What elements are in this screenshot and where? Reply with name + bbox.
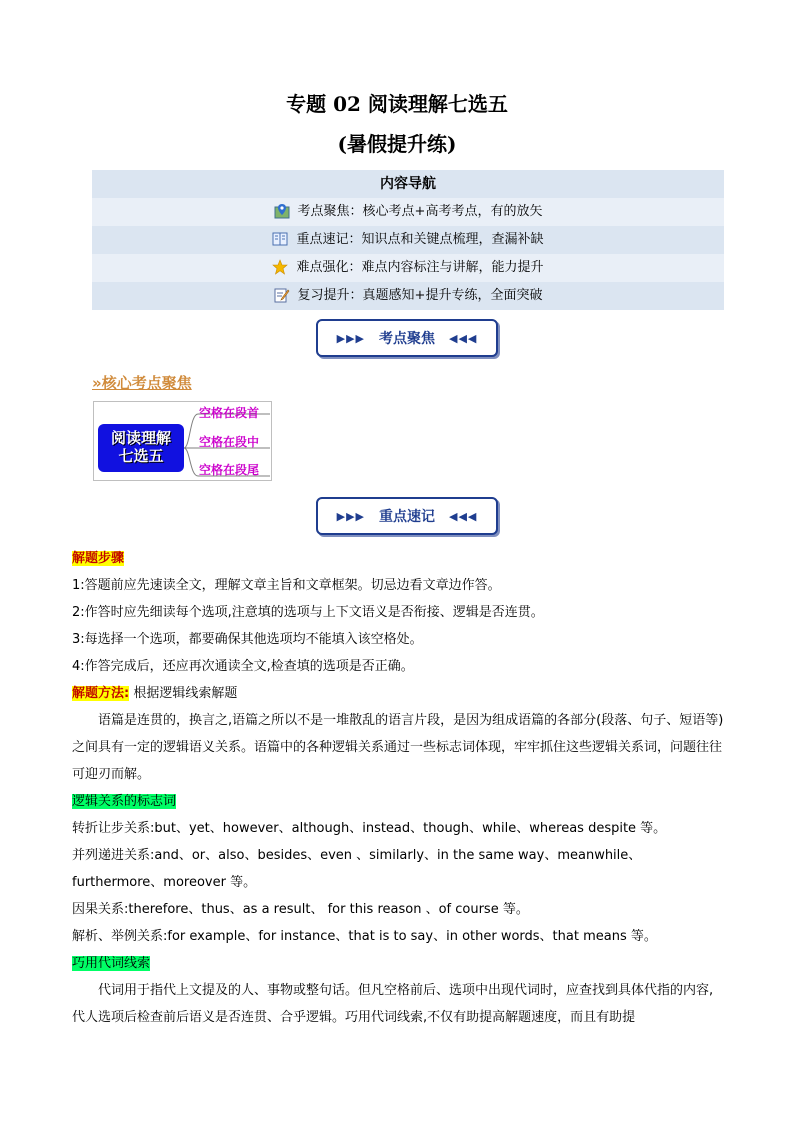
core-focus-heading: »核心考点聚焦 [92, 374, 192, 392]
logic-line: 并列递进关系:and、or、also、besides、even 、similarly、in the same way、meanwhile、furthermore、moreover 等。 [72, 848, 642, 890]
mindmap-leaf-end: 空格在段尾 [199, 463, 260, 477]
memo-banner-label: 重点速记 [379, 509, 435, 525]
nav-row-text: 考点聚焦：核心考点+高考考点，有的放矢 [297, 204, 543, 219]
method-label: 解题方法: [72, 686, 130, 701]
logic-line: 因果关系:therefore、thus、as a result、 for this reason 、of course 等。 [72, 902, 529, 917]
mindmap-leaf-middle: 空格在段中 [199, 435, 260, 449]
mindmap-center [98, 424, 184, 472]
steps-label: 解题步骤 [72, 551, 125, 566]
mindmap [93, 401, 272, 481]
mindmap-center-line2: 七选五 [118, 447, 164, 465]
pronoun-paragraph: 代词用于指代上文提及的人、事物或整句话。但凡空格前后、选项中出现代词时，应查找到具体代指的内容,代人选项后检查前后语义是否连贯、合乎逻辑。巧用代词线索,不仅有助提高解题速度，而且有助提 [72, 983, 714, 1025]
focus-banner-label: 考点聚焦 [379, 331, 435, 347]
arrows-right-icon: ▶▶▶ [336, 331, 365, 345]
step-item: 1:答题前应先速读全文，理解文章主旨和文章框架。切忌边看文章边作答。 [72, 578, 501, 593]
step-item: 2:作答时应先细读每个选项,注意填的选项与上下文语义是否衔接、逻辑是否连贯。 [72, 605, 544, 620]
logic-line: 解析、举例关系:for example、for instance、that is to say、in other words、that means 等。 [72, 929, 657, 944]
arrows-left-icon: ◀◀◀ [449, 331, 478, 345]
arrows-right-icon: ▶▶▶ [336, 509, 365, 523]
nav-row-text: 难点强化：难点内容标注与讲解，能力提升 [296, 260, 544, 275]
page-title: 专题 02 阅读理解七选五 [286, 92, 508, 116]
edit-icon [274, 287, 290, 303]
map-pin-icon [274, 203, 290, 219]
logic-label: 逻辑关系的标志词 [72, 794, 177, 809]
method-paragraph: 语篇是连贯的，换言之,语篇之所以不是一堆散乱的语言片段，是因为组成语篇的各部分(段落、句子、短语等)之间具有一定的逻辑语义关系。语篇中的各种逻辑关系通过一些标志词体现，牢牢抓住这些逻辑关系词，问题往往可迎刃而解。 [72, 713, 724, 782]
focus-banner [316, 319, 498, 357]
logic-line: 转折让步关系:but、yet、however、although、instead、though、while、whereas despite 等。 [72, 821, 667, 836]
nav-row-review [92, 282, 724, 310]
nav-row-focus [92, 198, 724, 226]
mindmap-center-line1: 阅读理解 [110, 429, 171, 447]
content-navigation [92, 170, 724, 310]
method-text: 根据逻辑线索解题 [129, 686, 238, 701]
page-subtitle: (暑假提升练) [337, 132, 457, 156]
step-item: 4:作答完成后，还应再次通读全文,检查填的选项是否正确。 [72, 659, 414, 674]
nav-row-strengthen [92, 254, 724, 282]
body-content [72, 545, 724, 1031]
mindmap-leaf-start: 空格在段首 [199, 406, 260, 420]
star-icon [272, 259, 288, 275]
book-icon [272, 231, 288, 247]
nav-row-text: 复习提升：真题感知+提升专练，全面突破 [297, 288, 543, 303]
step-item: 3:每选择一个选项，都要确保其他选项均不能填入该空格处。 [72, 632, 423, 647]
nav-row-text: 重点速记：知识点和关键点梳理，查漏补缺 [296, 232, 544, 247]
nav-heading: 内容导航 [92, 170, 724, 198]
pronoun-label: 巧用代词线索 [72, 956, 151, 971]
memo-banner [316, 497, 498, 535]
arrows-left-icon: ◀◀◀ [449, 509, 478, 523]
nav-row-memo [92, 226, 724, 254]
